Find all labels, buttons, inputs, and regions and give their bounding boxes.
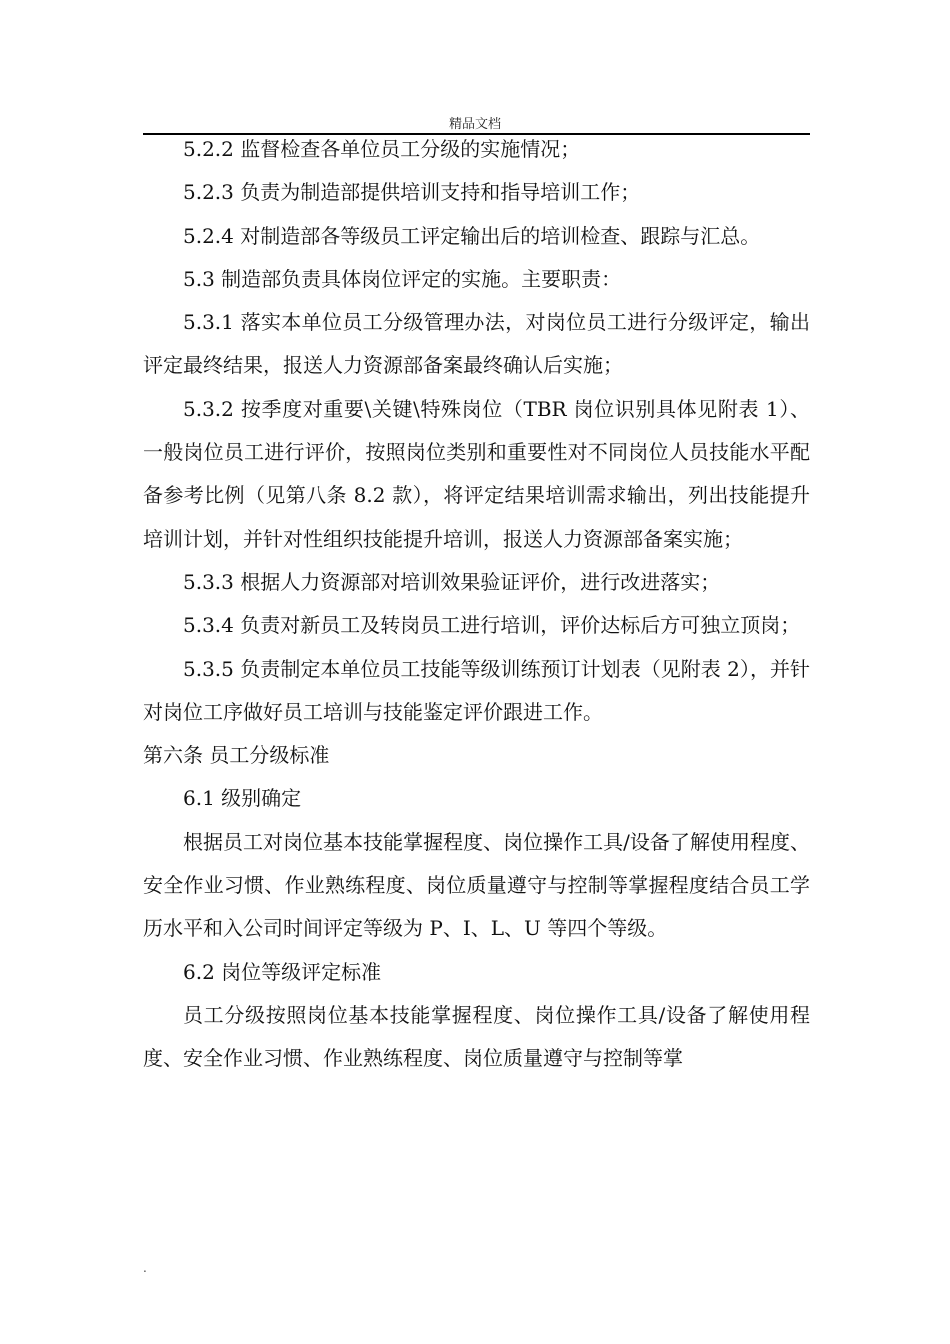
paragraph-5-3-2: 5.3.2 按季度对重要\关键\特殊岗位（TBR 岗位识别具体见附表 1）、一般岗位员工进行评价，按照岗位类别和重要性对不同岗位人员技能水平配备参考比例（见第八条 8.2 款），将评定结果培训需求输出，列出技能提升培训计划，并针对性组织技能提升培训，报送人力资源部备案实施； <box>143 396 810 551</box>
paragraph-6-1-heading: 6.1 级别确定 <box>183 786 302 811</box>
page-footer-mark: . <box>143 1261 147 1275</box>
paragraph-5-2-2: 5.2.2 监督检查各单位员工分级的实施情况； <box>183 137 581 161</box>
paragraph-5-3-5: 5.3.5 负责制定本单位员工技能等级训练预订计划表（见附表 2），并针对岗位工序做好员工培训与技能鉴定评价跟进工作。 <box>143 656 810 724</box>
paragraph-6-2-heading: 6.2 岗位等级评定标准 <box>183 959 382 984</box>
paragraph-5-3-3: 5.3.3 根据人力资源部对培训效果验证评价，进行改进落实； <box>183 569 721 594</box>
paragraph-5-2-3: 5.2.3 负责为制造部提供培训支持和指导培训工作； <box>183 180 641 205</box>
page-header-label: 精品文档 <box>448 117 501 132</box>
document-body <box>143 128 810 1081</box>
paragraph-5-3: 5.3 制造部负责具体岗位评定的实施。主要职责： <box>183 266 622 291</box>
paragraph-5-3-4: 5.3.4 负责对新员工及转岗员工进行培训，评价达标后方可独立顶岗； <box>183 613 801 638</box>
paragraph-5-3-1: 5.3.1 落实本单位员工分级管理办法，对岗位员工进行分级评定，输出评定最终结果，报送人力资源部备案最终确认后实施； <box>143 310 810 378</box>
paragraph-5-2-4: 5.2.4 对制造部各等级员工评定输出后的培训检查、跟踪与汇总。 <box>183 223 761 248</box>
paragraph-6-1-body: 根据员工对岗位基本技能掌握程度、岗位操作工具/设备了解使用程度、安全作业习惯、作业熟练程度、岗位质量遵守与控制等掌握程度结合员工学历水平和入公司时间评定等级为 P、I、L、U 等四个等级。 <box>143 829 810 941</box>
section-heading-article-6: 第六条 员工分级标准 <box>143 743 330 768</box>
paragraph-6-2-body: 员工分级按照岗位基本技能掌握程度、岗位操作工具/设备了解使用程度、安全作业习惯、作业熟练程度、岗位质量遵守与控制等掌 <box>143 1002 810 1071</box>
